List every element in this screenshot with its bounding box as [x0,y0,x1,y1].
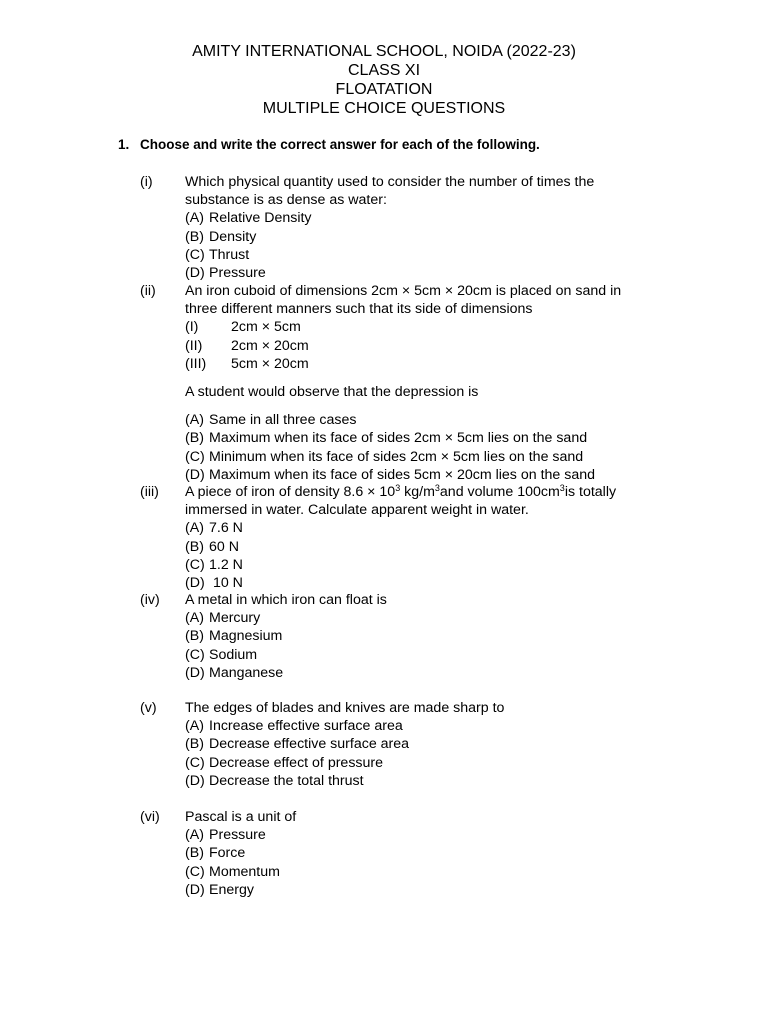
option-label: (B) [185,538,204,555]
instruction [118,137,540,152]
sub-item-text: 5cm × 20cm [231,355,309,372]
option-label: (B) [185,228,204,245]
option-d [185,466,685,484]
option-label: (D) [185,772,205,789]
question-text-line: Which physical quantity used to consider the number of times the [185,174,595,190]
question-text-line: substance is as dense as water: [185,192,387,209]
option-label: (D) [185,265,205,282]
option-d [185,772,685,790]
option-label: (A) [185,827,204,844]
option-text: Force [209,845,246,862]
question-text-line [185,483,685,501]
question-extra-text: A student would observe that the depression is [185,384,479,401]
option-b [185,627,685,645]
option-text: Decrease effect of pressure [209,754,384,771]
superscript: 3 [434,483,440,493]
option-text: Manganese [209,664,284,681]
option-label: (C) [185,646,205,663]
option-c [185,863,685,881]
option-text: Mercury [209,610,261,627]
option-text: Magnesium [209,628,283,645]
question-number: (iv) [140,592,160,608]
question-iii [140,483,685,592]
option-label: (A) [185,718,204,735]
option-c [185,754,685,772]
option-c [185,556,685,574]
option-label: (A) [185,520,204,537]
option-c [185,448,685,466]
option-text: Same in all three cases [209,412,357,429]
option-a [185,717,685,735]
text-fragment: and volume 100cm [439,484,560,500]
option-text: Minimum when its face of sides 2cm × 5cm lies on the sand [209,448,584,465]
option-label: (B) [185,628,204,645]
school-name: AMITY INTERNATIONAL SCHOOL, NOIDA (2022-23) [192,43,576,60]
option-a [185,609,685,627]
sub-item-label: (I) [185,319,199,336]
question-number: (vi) [140,809,160,825]
option-label: (B) [185,736,204,753]
superscript: 3 [559,483,565,493]
option-label: (B) [185,845,204,862]
option-b [185,538,685,556]
option-d [185,881,685,899]
sub-item-text: 2cm × 20cm [231,337,309,354]
option-text: Pressure [209,827,266,844]
option-text: Density [209,228,257,245]
option-text: Decrease effective surface area [209,736,410,753]
option-text: 7.6 N [209,520,243,537]
option-text: Decrease the total thrust [209,772,364,789]
text-fragment: kg/m [400,484,435,500]
option-label: (D) [185,664,205,681]
option-a [185,826,685,844]
text-fragment: is totally [564,484,617,500]
option-text: Pressure [209,265,266,282]
section-subtitle: MULTIPLE CHOICE QUESTIONS [262,100,506,117]
question-text-line: A metal in which iron can float is [185,592,387,608]
option-label: (D) [185,881,205,898]
sub-item-text: 2cm × 5cm [231,319,301,336]
option-b [185,429,685,447]
option-text: Thrust [209,246,250,263]
question-number: (iii) [140,484,159,500]
question-vi [140,808,685,899]
question-iv [140,591,685,682]
option-b [185,228,685,246]
sub-item [185,337,685,355]
document-header [0,42,768,118]
question-text-line: Pascal is a unit of [185,809,297,825]
option-label: (C) [185,246,205,263]
option-d [185,664,685,682]
option-text: Increase effective surface area [209,718,403,735]
option-a [185,411,685,429]
question-i [140,173,685,282]
option-text: Energy [209,881,254,898]
sub-item [185,318,685,336]
question-ii [140,282,685,484]
option-c [185,646,685,664]
option-label: (C) [185,863,205,880]
option-c [185,246,685,264]
option-label: (C) [185,448,205,465]
sub-item [185,355,685,373]
option-b [185,844,685,862]
question-number: (v) [140,700,157,716]
option-b [185,735,685,753]
option-label: (C) [185,754,205,771]
question-number: (i) [140,174,153,190]
option-text: Relative Density [209,210,312,227]
question-text-line: immersed in water. Calculate apparent weight in water. [185,502,529,519]
sub-item-label: (III) [185,355,207,372]
option-label: (D) [185,466,205,483]
option-text: Sodium [209,646,258,663]
option-d [185,574,685,592]
text-fragment: A piece of iron of density 8.6 × 10 [185,484,396,500]
option-label: (A) [185,210,204,227]
instruction-text: Choose and write the correct answer for each of the following. [140,137,540,152]
question-text-line: three different manners such that its side of dimensions [185,301,533,318]
option-label: (D) [185,575,205,592]
option-a [185,209,685,227]
question-v [140,699,685,790]
option-a [185,519,685,537]
superscript: 3 [395,483,401,493]
option-label: (A) [185,412,204,429]
option-text: Maximum when its face of sides 5cm × 20cm lies on the sand [209,466,595,483]
instruction-number: 1. [118,137,130,152]
option-text: 1.2 N [209,556,243,573]
question-number: (ii) [140,283,156,299]
topic-title: FLOATATION [335,81,433,98]
option-text: Maximum when its face of sides 2cm × 5cm lies on the sand [209,430,588,447]
question-text-line: An iron cuboid of dimensions 2cm × 5cm × 20cm is placed on sand in [185,283,622,299]
option-label: (C) [185,556,205,573]
option-label: (A) [185,610,204,627]
option-text: 10 N [209,575,243,592]
sub-item-label: (II) [185,337,203,354]
option-d [185,264,685,282]
option-text: Momentum [209,863,280,880]
class-label: CLASS XI [347,62,421,79]
option-text: 60 N [209,538,239,555]
option-label: (B) [185,430,204,447]
question-text-line: The edges of blades and knives are made sharp to [185,700,505,716]
